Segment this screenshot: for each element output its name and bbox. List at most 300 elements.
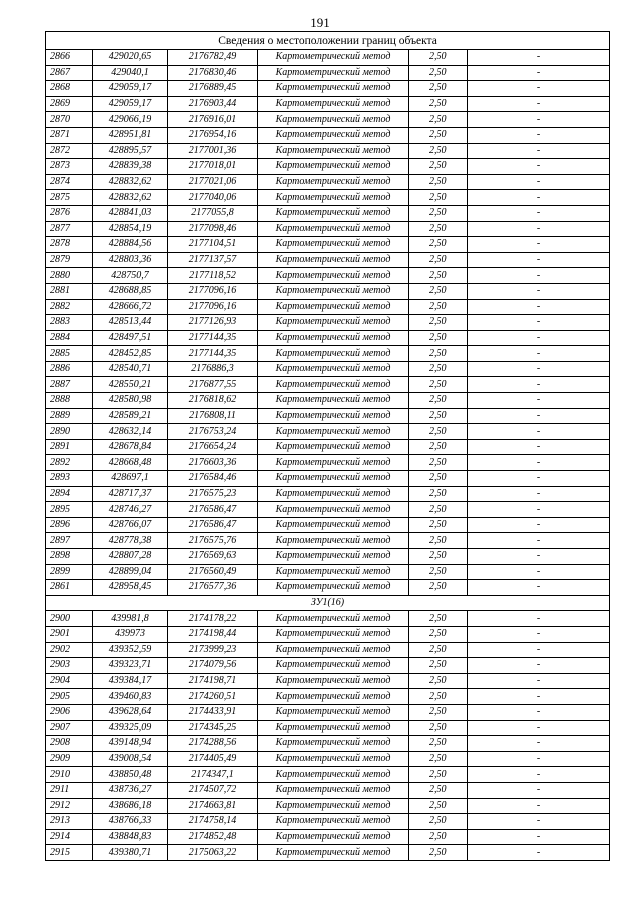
method-cell: Картометрический метод — [258, 471, 409, 487]
y-coordinate-cell: 2175063,22 — [168, 845, 258, 861]
accuracy-cell: 2,50 — [409, 299, 468, 315]
x-coordinate-cell: 428750,7 — [93, 268, 168, 284]
point-number-cell: 2908 — [46, 736, 93, 752]
note-cell: - — [468, 408, 610, 424]
x-coordinate-cell: 428589,21 — [93, 408, 168, 424]
table-row — [46, 626, 610, 642]
note-cell: - — [468, 502, 610, 518]
note-cell: - — [468, 252, 610, 268]
y-coordinate-cell: 2174347,1 — [168, 767, 258, 783]
x-coordinate-cell: 428832,62 — [93, 174, 168, 190]
note-cell: - — [468, 424, 610, 440]
method-cell: Картометрический метод — [258, 673, 409, 689]
method-cell: Картометрический метод — [258, 798, 409, 814]
point-number-cell: 2878 — [46, 237, 93, 253]
y-coordinate-cell: 2177055,8 — [168, 205, 258, 221]
note-cell: - — [468, 814, 610, 830]
accuracy-cell: 2,50 — [409, 190, 468, 206]
note-cell: - — [468, 673, 610, 689]
y-coordinate-cell: 2177001,36 — [168, 143, 258, 159]
point-number-cell: 2900 — [46, 611, 93, 627]
y-coordinate-cell: 2177096,16 — [168, 283, 258, 299]
point-number-cell: 2877 — [46, 221, 93, 237]
y-coordinate-cell: 2176830,46 — [168, 65, 258, 81]
note-cell: - — [468, 143, 610, 159]
table-title-row — [46, 32, 610, 50]
x-coordinate-cell: 438766,33 — [93, 814, 168, 830]
method-cell: Картометрический метод — [258, 393, 409, 409]
table-row — [46, 143, 610, 159]
table-row — [46, 673, 610, 689]
point-number-cell: 2876 — [46, 205, 93, 221]
point-number-cell: 2866 — [46, 50, 93, 66]
note-cell: - — [468, 346, 610, 362]
accuracy-cell: 2,50 — [409, 704, 468, 720]
method-cell: Картометрический метод — [258, 626, 409, 642]
table-row — [46, 315, 610, 331]
section-label: ЗУ1(16) — [46, 595, 610, 611]
note-cell: - — [468, 751, 610, 767]
accuracy-cell: 2,50 — [409, 408, 468, 424]
page-number: 191 — [310, 15, 330, 30]
point-number-cell: 2887 — [46, 377, 93, 393]
method-cell: Картометрический метод — [258, 143, 409, 159]
x-coordinate-cell: 429059,17 — [93, 96, 168, 112]
method-cell: Картометрический метод — [258, 408, 409, 424]
method-cell: Картометрический метод — [258, 377, 409, 393]
method-cell: Картометрический метод — [258, 455, 409, 471]
table-row — [46, 642, 610, 658]
point-number-cell: 2886 — [46, 361, 93, 377]
y-coordinate-cell: 2174260,51 — [168, 689, 258, 705]
point-number-cell: 2896 — [46, 517, 93, 533]
x-coordinate-cell: 428958,45 — [93, 580, 168, 596]
method-cell: Картометрический метод — [258, 517, 409, 533]
note-cell: - — [468, 798, 610, 814]
y-coordinate-cell: 2176877,55 — [168, 377, 258, 393]
method-cell: Картометрический метод — [258, 611, 409, 627]
point-number-cell: 2904 — [46, 673, 93, 689]
note-cell: - — [468, 127, 610, 143]
table-row — [46, 736, 610, 752]
point-number-cell: 2911 — [46, 782, 93, 798]
table-body — [46, 32, 610, 861]
accuracy-cell: 2,50 — [409, 767, 468, 783]
point-number-cell: 2915 — [46, 845, 93, 861]
accuracy-cell: 2,50 — [409, 50, 468, 66]
accuracy-cell: 2,50 — [409, 96, 468, 112]
x-coordinate-cell: 428746,27 — [93, 502, 168, 518]
y-coordinate-cell: 2176753,24 — [168, 424, 258, 440]
table-row — [46, 268, 610, 284]
note-cell: - — [468, 174, 610, 190]
y-coordinate-cell: 2177144,35 — [168, 346, 258, 362]
y-coordinate-cell: 2177096,16 — [168, 299, 258, 315]
point-number-cell: 2869 — [46, 96, 93, 112]
method-cell: Картометрический метод — [258, 361, 409, 377]
accuracy-cell: 2,50 — [409, 377, 468, 393]
point-number-cell: 2914 — [46, 829, 93, 845]
point-number-cell: 2889 — [46, 408, 93, 424]
x-coordinate-cell: 428803,36 — [93, 252, 168, 268]
table-title: Сведения о местоположении границ объекта — [46, 32, 610, 50]
accuracy-cell: 2,50 — [409, 673, 468, 689]
method-cell: Картометрический метод — [258, 299, 409, 315]
x-coordinate-cell: 428513,44 — [93, 315, 168, 331]
y-coordinate-cell: 2174758,14 — [168, 814, 258, 830]
x-coordinate-cell: 428678,84 — [93, 439, 168, 455]
x-coordinate-cell: 439148,94 — [93, 736, 168, 752]
y-coordinate-cell: 2176954,16 — [168, 127, 258, 143]
method-cell: Картометрический метод — [258, 564, 409, 580]
note-cell: - — [468, 439, 610, 455]
table-row — [46, 782, 610, 798]
note-cell: - — [468, 455, 610, 471]
method-cell: Картометрический метод — [258, 190, 409, 206]
x-coordinate-cell: 428717,37 — [93, 486, 168, 502]
y-coordinate-cell: 2177118,52 — [168, 268, 258, 284]
y-coordinate-cell: 2176569,63 — [168, 549, 258, 565]
point-number-cell: 2901 — [46, 626, 93, 642]
y-coordinate-cell: 2174079,56 — [168, 658, 258, 674]
note-cell: - — [468, 268, 610, 284]
accuracy-cell: 2,50 — [409, 517, 468, 533]
x-coordinate-cell: 428899,04 — [93, 564, 168, 580]
table-row — [46, 751, 610, 767]
note-cell: - — [468, 845, 610, 861]
note-cell: - — [468, 611, 610, 627]
method-cell: Картометрический метод — [258, 205, 409, 221]
note-cell: - — [468, 704, 610, 720]
section-row — [46, 595, 610, 611]
point-number-cell: 2870 — [46, 112, 93, 128]
point-number-cell: 2905 — [46, 689, 93, 705]
method-cell: Картометрический метод — [258, 268, 409, 284]
point-number-cell: 2880 — [46, 268, 93, 284]
x-coordinate-cell: 428452,85 — [93, 346, 168, 362]
point-number-cell: 2906 — [46, 704, 93, 720]
method-cell: Картометрический метод — [258, 330, 409, 346]
table-row — [46, 704, 610, 720]
accuracy-cell: 2,50 — [409, 549, 468, 565]
method-cell: Картометрический метод — [258, 486, 409, 502]
point-number-cell: 2879 — [46, 252, 93, 268]
accuracy-cell: 2,50 — [409, 845, 468, 861]
table-row — [46, 299, 610, 315]
method-cell: Картометрический метод — [258, 689, 409, 705]
y-coordinate-cell: 2174405,49 — [168, 751, 258, 767]
x-coordinate-cell: 438850,48 — [93, 767, 168, 783]
accuracy-cell: 2,50 — [409, 174, 468, 190]
method-cell: Картометрический метод — [258, 81, 409, 97]
table-row — [46, 237, 610, 253]
boundary-coordinates-table — [45, 31, 610, 861]
method-cell: Картометрический метод — [258, 315, 409, 331]
table-row — [46, 455, 610, 471]
note-cell: - — [468, 81, 610, 97]
method-cell: Картометрический метод — [258, 533, 409, 549]
table-row — [46, 112, 610, 128]
method-cell: Картометрический метод — [258, 65, 409, 81]
table-row — [46, 486, 610, 502]
point-number-cell: 2867 — [46, 65, 93, 81]
table-row — [46, 205, 610, 221]
y-coordinate-cell: 2176889,45 — [168, 81, 258, 97]
x-coordinate-cell: 428497,51 — [93, 330, 168, 346]
method-cell: Картометрический метод — [258, 845, 409, 861]
table-row — [46, 330, 610, 346]
accuracy-cell: 2,50 — [409, 221, 468, 237]
point-number-cell: 2885 — [46, 346, 93, 362]
note-cell: - — [468, 96, 610, 112]
y-coordinate-cell: 2177018,01 — [168, 159, 258, 175]
x-coordinate-cell: 428895,57 — [93, 143, 168, 159]
x-coordinate-cell: 439352,59 — [93, 642, 168, 658]
point-number-cell: 2909 — [46, 751, 93, 767]
y-coordinate-cell: 2177104,51 — [168, 237, 258, 253]
table-row — [46, 471, 610, 487]
note-cell: - — [468, 486, 610, 502]
accuracy-cell: 2,50 — [409, 393, 468, 409]
table-row — [46, 190, 610, 206]
accuracy-cell: 2,50 — [409, 455, 468, 471]
accuracy-cell: 2,50 — [409, 486, 468, 502]
accuracy-cell: 2,50 — [409, 65, 468, 81]
note-cell: - — [468, 626, 610, 642]
note-cell: - — [468, 315, 610, 331]
note-cell: - — [468, 65, 610, 81]
note-cell: - — [468, 517, 610, 533]
x-coordinate-cell: 439981,8 — [93, 611, 168, 627]
method-cell: Картометрический метод — [258, 424, 409, 440]
point-number-cell: 2912 — [46, 798, 93, 814]
note-cell: - — [468, 829, 610, 845]
table-row — [46, 96, 610, 112]
table-row — [46, 221, 610, 237]
table-row — [46, 767, 610, 783]
method-cell: Картометрический метод — [258, 112, 409, 128]
y-coordinate-cell: 2176577,36 — [168, 580, 258, 596]
method-cell: Картометрический метод — [258, 720, 409, 736]
accuracy-cell: 2,50 — [409, 782, 468, 798]
accuracy-cell: 2,50 — [409, 798, 468, 814]
method-cell: Картометрический метод — [258, 127, 409, 143]
point-number-cell: 2907 — [46, 720, 93, 736]
note-cell: - — [468, 658, 610, 674]
x-coordinate-cell: 428841,03 — [93, 205, 168, 221]
note-cell: - — [468, 642, 610, 658]
point-number-cell: 2884 — [46, 330, 93, 346]
table-row — [46, 65, 610, 81]
y-coordinate-cell: 2174198,44 — [168, 626, 258, 642]
y-coordinate-cell: 2174288,56 — [168, 736, 258, 752]
accuracy-cell: 2,50 — [409, 564, 468, 580]
table-row — [46, 798, 610, 814]
table-row — [46, 533, 610, 549]
note-cell: - — [468, 205, 610, 221]
accuracy-cell: 2,50 — [409, 533, 468, 549]
table-row — [46, 720, 610, 736]
y-coordinate-cell: 2176916,01 — [168, 112, 258, 128]
x-coordinate-cell: 429059,17 — [93, 81, 168, 97]
table-row — [46, 50, 610, 66]
x-coordinate-cell: 438686,18 — [93, 798, 168, 814]
note-cell: - — [468, 580, 610, 596]
x-coordinate-cell: 439380,71 — [93, 845, 168, 861]
accuracy-cell: 2,50 — [409, 361, 468, 377]
point-number-cell: 2861 — [46, 580, 93, 596]
y-coordinate-cell: 2176603,36 — [168, 455, 258, 471]
method-cell: Картометрический метод — [258, 221, 409, 237]
y-coordinate-cell: 2176586,47 — [168, 517, 258, 533]
point-number-cell: 2903 — [46, 658, 93, 674]
point-number-cell: 2898 — [46, 549, 93, 565]
method-cell: Картометрический метод — [258, 346, 409, 362]
accuracy-cell: 2,50 — [409, 237, 468, 253]
table-row — [46, 829, 610, 845]
accuracy-cell: 2,50 — [409, 252, 468, 268]
accuracy-cell: 2,50 — [409, 814, 468, 830]
y-coordinate-cell: 2177021,06 — [168, 174, 258, 190]
method-cell: Картометрический метод — [258, 159, 409, 175]
table-row — [46, 689, 610, 705]
note-cell: - — [468, 50, 610, 66]
y-coordinate-cell: 2176818,62 — [168, 393, 258, 409]
note-cell: - — [468, 736, 610, 752]
x-coordinate-cell: 428688,85 — [93, 283, 168, 299]
point-number-cell: 2899 — [46, 564, 93, 580]
x-coordinate-cell: 428807,28 — [93, 549, 168, 565]
note-cell: - — [468, 237, 610, 253]
table-row — [46, 81, 610, 97]
x-coordinate-cell: 428580,98 — [93, 393, 168, 409]
accuracy-cell: 2,50 — [409, 81, 468, 97]
method-cell: Картометрический метод — [258, 50, 409, 66]
accuracy-cell: 2,50 — [409, 159, 468, 175]
table-row — [46, 580, 610, 596]
point-number-cell: 2892 — [46, 455, 93, 471]
method-cell: Картометрический метод — [258, 814, 409, 830]
point-number-cell: 2882 — [46, 299, 93, 315]
note-cell: - — [468, 689, 610, 705]
y-coordinate-cell: 2176808,11 — [168, 408, 258, 424]
y-coordinate-cell: 2174507,72 — [168, 782, 258, 798]
y-coordinate-cell: 2174345,25 — [168, 720, 258, 736]
x-coordinate-cell: 439628,64 — [93, 704, 168, 720]
note-cell: - — [468, 330, 610, 346]
point-number-cell: 2881 — [46, 283, 93, 299]
point-number-cell: 2894 — [46, 486, 93, 502]
accuracy-cell: 2,50 — [409, 720, 468, 736]
accuracy-cell: 2,50 — [409, 751, 468, 767]
table-row — [46, 174, 610, 190]
y-coordinate-cell: 2176903,44 — [168, 96, 258, 112]
x-coordinate-cell: 439384,17 — [93, 673, 168, 689]
table-row — [46, 845, 610, 861]
note-cell: - — [468, 361, 610, 377]
y-coordinate-cell: 2173999,23 — [168, 642, 258, 658]
accuracy-cell: 2,50 — [409, 330, 468, 346]
x-coordinate-cell: 438736,27 — [93, 782, 168, 798]
x-coordinate-cell: 428854,19 — [93, 221, 168, 237]
y-coordinate-cell: 2176654,24 — [168, 439, 258, 455]
point-number-cell: 2888 — [46, 393, 93, 409]
y-coordinate-cell: 2174178,22 — [168, 611, 258, 627]
x-coordinate-cell: 428697,1 — [93, 471, 168, 487]
y-coordinate-cell: 2176886,3 — [168, 361, 258, 377]
y-coordinate-cell: 2176782,49 — [168, 50, 258, 66]
note-cell: - — [468, 564, 610, 580]
accuracy-cell: 2,50 — [409, 689, 468, 705]
method-cell: Картометрический метод — [258, 782, 409, 798]
accuracy-cell: 2,50 — [409, 112, 468, 128]
accuracy-cell: 2,50 — [409, 424, 468, 440]
table-row — [46, 408, 610, 424]
accuracy-cell: 2,50 — [409, 580, 468, 596]
table-row — [46, 549, 610, 565]
method-cell: Картометрический метод — [258, 829, 409, 845]
accuracy-cell: 2,50 — [409, 346, 468, 362]
y-coordinate-cell: 2176586,47 — [168, 502, 258, 518]
y-coordinate-cell: 2174663,81 — [168, 798, 258, 814]
x-coordinate-cell: 429040,1 — [93, 65, 168, 81]
x-coordinate-cell: 439008,54 — [93, 751, 168, 767]
method-cell: Картометрический метод — [258, 174, 409, 190]
point-number-cell: 2902 — [46, 642, 93, 658]
method-cell: Картометрический метод — [258, 704, 409, 720]
x-coordinate-cell: 439325,09 — [93, 720, 168, 736]
x-coordinate-cell: 429020,65 — [93, 50, 168, 66]
accuracy-cell: 2,50 — [409, 315, 468, 331]
y-coordinate-cell: 2174198,71 — [168, 673, 258, 689]
point-number-cell: 2910 — [46, 767, 93, 783]
accuracy-cell: 2,50 — [409, 143, 468, 159]
x-coordinate-cell: 429066,19 — [93, 112, 168, 128]
point-number-cell: 2872 — [46, 143, 93, 159]
note-cell: - — [468, 549, 610, 565]
x-coordinate-cell: 428884,56 — [93, 237, 168, 253]
note-cell: - — [468, 283, 610, 299]
table-row — [46, 283, 610, 299]
point-number-cell: 2891 — [46, 439, 93, 455]
accuracy-cell: 2,50 — [409, 611, 468, 627]
table-row — [46, 361, 610, 377]
x-coordinate-cell: 428540,71 — [93, 361, 168, 377]
y-coordinate-cell: 2177137,57 — [168, 252, 258, 268]
x-coordinate-cell: 438848,83 — [93, 829, 168, 845]
accuracy-cell: 2,50 — [409, 658, 468, 674]
y-coordinate-cell: 2177040,06 — [168, 190, 258, 206]
point-number-cell: 2897 — [46, 533, 93, 549]
x-coordinate-cell: 428778,38 — [93, 533, 168, 549]
accuracy-cell: 2,50 — [409, 127, 468, 143]
accuracy-cell: 2,50 — [409, 642, 468, 658]
note-cell: - — [468, 782, 610, 798]
method-cell: Картометрический метод — [258, 439, 409, 455]
accuracy-cell: 2,50 — [409, 626, 468, 642]
table-row — [46, 252, 610, 268]
point-number-cell: 2895 — [46, 502, 93, 518]
x-coordinate-cell: 428766,07 — [93, 517, 168, 533]
point-number-cell: 2871 — [46, 127, 93, 143]
x-coordinate-cell: 439460,83 — [93, 689, 168, 705]
note-cell: - — [468, 720, 610, 736]
note-cell: - — [468, 221, 610, 237]
point-number-cell: 2873 — [46, 159, 93, 175]
method-cell: Картометрический метод — [258, 642, 409, 658]
y-coordinate-cell: 2177126,93 — [168, 315, 258, 331]
method-cell: Картометрический метод — [258, 237, 409, 253]
